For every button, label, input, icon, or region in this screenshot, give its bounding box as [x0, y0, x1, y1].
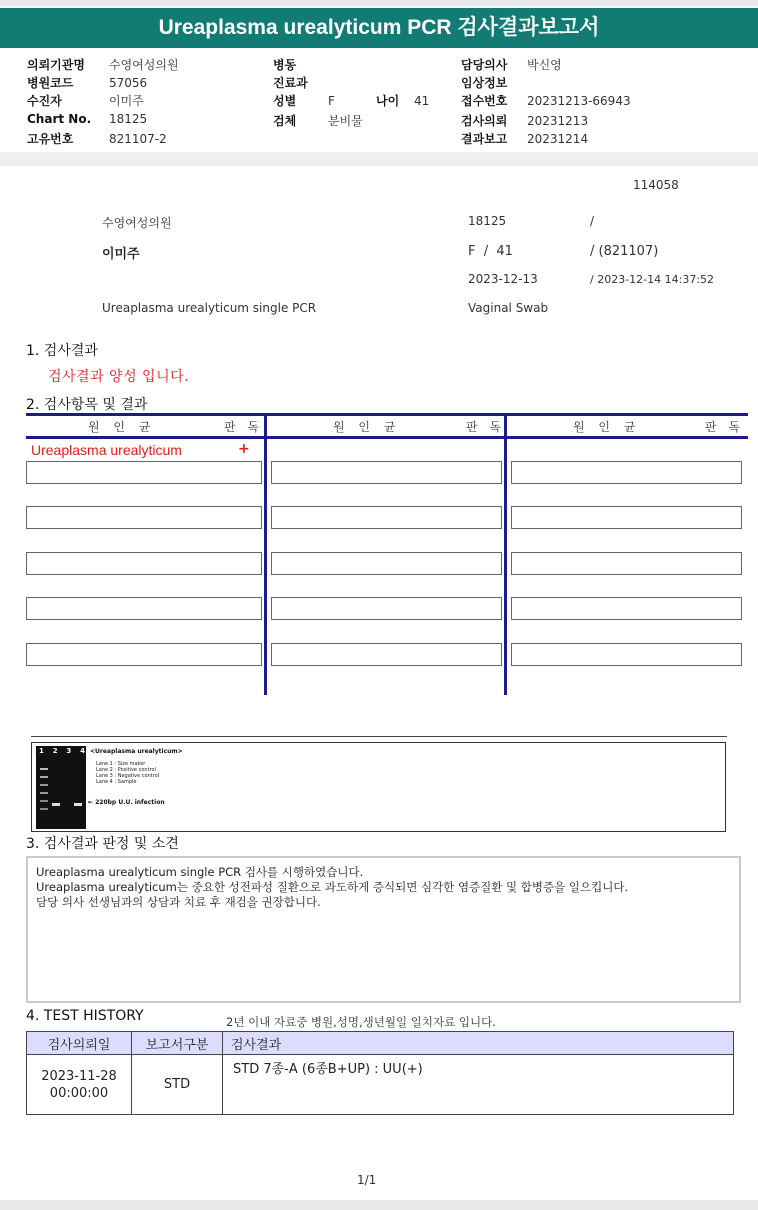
gel-top-rule [31, 736, 727, 737]
info-slash: / [590, 214, 595, 228]
history-result: STD 7종-A (6종B+UP) : UU(+) [223, 1055, 734, 1115]
ladder-band [40, 768, 48, 770]
col1-header-pathogen: 원 인 균 [88, 420, 156, 434]
section1-result: 검사결과 양성 입니다. [48, 369, 190, 385]
result-box [271, 643, 502, 666]
ladder-band [40, 784, 48, 786]
gel-lane-2: 2 [52, 747, 58, 755]
col2-header-reading: 판 독 [466, 420, 505, 434]
label-patient: 수진자 [27, 94, 62, 108]
header-col3 [461, 56, 721, 148]
value-receipt-no: 20231213-66943 [527, 94, 631, 108]
ladder-band [40, 800, 48, 802]
column-divider-2 [504, 413, 507, 695]
info-test-name: Ureaplasma urealyticum single PCR [102, 301, 317, 315]
result-box [511, 461, 742, 484]
gel-panel [31, 742, 726, 832]
sample-band [74, 803, 82, 806]
header-col2 [273, 56, 453, 130]
value-chart-no: 18125 [109, 112, 148, 126]
table-top-rule [26, 413, 748, 416]
gel-title: <Ureaplasma urealyticum> [90, 748, 183, 755]
result-box [271, 552, 502, 575]
gel-legend-lane2: Lane 2 : Positive control [96, 767, 156, 773]
header-col1 [27, 56, 247, 148]
label-doctor: 담당의사 [461, 58, 508, 72]
result-box [511, 552, 742, 575]
gel-lane-labels [39, 747, 85, 755]
result-box [26, 643, 262, 666]
label-receipt-no: 접수번호 [461, 94, 508, 108]
gel-legend-lane3: Lane 3 : Negative control [96, 773, 160, 779]
label-clinic: 의뢰기관명 [27, 58, 85, 72]
history-header-row [27, 1032, 734, 1055]
report-title: Ureaplasma urealyticum PCR 검사결과보고서 [0, 8, 758, 48]
result-box [271, 461, 502, 484]
history-header-type: 보고서구분 [132, 1032, 223, 1055]
result-box [511, 643, 742, 666]
history-time: 00:00:00 [49, 1085, 109, 1101]
history-row [27, 1055, 734, 1115]
label-hospital-code: 병원코드 [27, 76, 74, 90]
opinion-line-3: 담당 의사 선생님과의 상담과 치료 후 재검을 권장합니다. [36, 895, 321, 909]
history-type: STD [132, 1055, 223, 1115]
row1-pathogen-name: Ureaplasma urealyticum [31, 442, 182, 458]
gel-legend-lane1: Lane 1 : Size maker [96, 761, 146, 767]
ladder-band [40, 808, 48, 810]
ladder-band [40, 792, 48, 794]
info-clinic: 수영여성의원 [102, 216, 172, 230]
value-report-date: 20231214 [527, 132, 589, 146]
result-box [511, 597, 742, 620]
info-patient: 이미주 [102, 247, 140, 262]
info-specimen: Vaginal Swab [468, 301, 549, 315]
info-date: 2023-12-13 [468, 272, 538, 286]
opinion-text [28, 858, 739, 910]
value-patient: 이미주 [109, 94, 144, 108]
label-unique-no: 고유번호 [27, 132, 74, 146]
gel-legend-lane4: Lane 4 : Sample [96, 779, 137, 785]
history-header-date: 검사의뢰일 [27, 1032, 132, 1055]
col1-header-reading: 판 독 [224, 420, 263, 434]
label-department: 진료과 [273, 76, 308, 90]
info-birth: / (821107) [590, 244, 659, 259]
label-clinical-info: 임상정보 [461, 76, 508, 90]
value-clinic: 수영여성의원 [109, 58, 179, 72]
gel-lane-1: 1 [39, 747, 44, 755]
col3-header-reading: 판 독 [705, 420, 744, 434]
result-box [511, 506, 742, 529]
section1-title: 1. 검사결과 [26, 343, 98, 359]
history-table [26, 1031, 734, 1115]
label-specimen: 검체 [273, 114, 297, 128]
section3-title: 3. 검사결과 판정 및 소견 [26, 836, 179, 852]
value-specimen: 분비물 [328, 114, 363, 128]
page-number: 1/1 [357, 1173, 377, 1187]
label-age: 나이 [376, 94, 400, 108]
bottom-strip [0, 1200, 758, 1210]
info-sex-age: F / 41 [468, 244, 513, 259]
info-report-time: / 2023-12-14 14:37:52 [590, 273, 715, 286]
label-sex: 성별 [273, 94, 297, 108]
row1-result: + [238, 441, 250, 457]
value-request-date: 20231213 [527, 114, 589, 128]
value-sex: F [328, 94, 335, 108]
gel-band-label: ← 220bp U.U. infection [88, 799, 165, 806]
section4-title: 4. TEST HISTORY [26, 1008, 144, 1024]
col2-header-pathogen: 원 인 균 [333, 420, 401, 434]
header-divider [0, 152, 758, 166]
value-age: 41 [414, 94, 430, 108]
opinion-line-1: Ureaplasma urealyticum single PCR 검사를 시행하였습니다. [36, 865, 364, 879]
history-date-cell [27, 1055, 132, 1115]
opinion-box [26, 856, 741, 1003]
value-hospital-code: 57056 [109, 76, 148, 90]
label-chart-no: Chart No. [27, 112, 92, 126]
column-divider-1 [264, 413, 267, 695]
history-note: 2년 이내 자료중 병원,성명,생년월일 일치자료 입니다. [226, 1015, 496, 1029]
result-box [26, 552, 262, 575]
value-unique-no: 821107-2 [109, 132, 167, 146]
label-ward: 병동 [273, 58, 297, 72]
gel-lane-4: 4 [80, 747, 85, 755]
label-report-date: 결과보고 [461, 132, 508, 146]
gel-image [36, 746, 86, 829]
col3-header-pathogen: 원 인 균 [573, 420, 641, 434]
section2-title: 2. 검사항목 및 결과 [26, 397, 148, 413]
history-header-result: 검사결과 [223, 1032, 734, 1055]
gel-legend [96, 761, 159, 785]
positive-control-band [52, 803, 60, 806]
info-chart: 18125 [468, 214, 507, 228]
history-date: 2023-11-28 [41, 1068, 117, 1084]
label-request-date: 검사의뢰 [461, 114, 508, 128]
table-header-rule [26, 436, 748, 439]
top-strip [0, 0, 758, 6]
ladder-band [40, 776, 48, 778]
result-box [26, 461, 262, 484]
result-box [271, 597, 502, 620]
result-box [271, 506, 502, 529]
result-box [26, 597, 262, 620]
result-box [26, 506, 262, 529]
value-doctor: 박신영 [527, 58, 562, 72]
opinion-line-2: Ureaplasma urealyticum는 중요한 성전파성 질환으로 과도하게 증식되면 심각한 염증질환 및 합병증을 일으킵니다. [36, 880, 629, 894]
info-code: 114058 [633, 178, 679, 192]
gel-lane-3: 3 [66, 747, 72, 755]
